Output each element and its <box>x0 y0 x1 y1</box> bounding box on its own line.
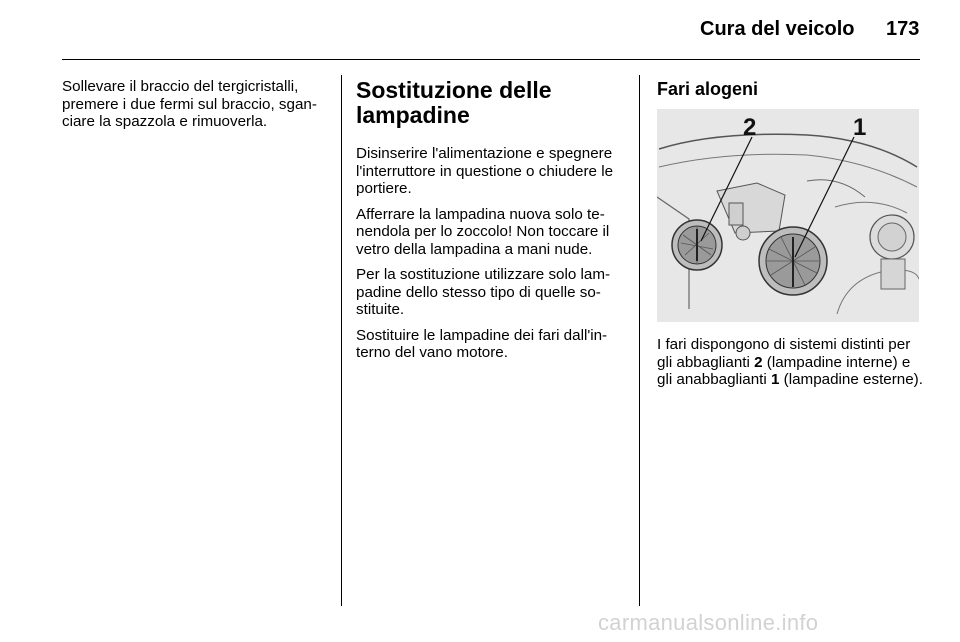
paragraph-handle-bulb: Afferrare la lampadina nuova solo tenendola per lo zoccolo! Non toccare il vetro della lampadina a mani nude. <box>356 205 610 258</box>
callout-label-2: 2 <box>743 114 757 141</box>
page-number: 173 <box>886 18 920 40</box>
halogen-bold-ref-1: 1 <box>771 371 780 388</box>
halogen-text-part-3: (lampadine esterne). <box>779 371 923 388</box>
halogen-description <box>657 336 925 389</box>
column-divider-right <box>639 75 640 606</box>
paragraph-same-type: Per la sostituzione utilizzare solo lampadine dello stesso tipo di quelle sostituite. <box>356 266 611 318</box>
column-1 <box>62 78 330 139</box>
callout-label-1: 1 <box>853 114 867 141</box>
paragraph-engine-compartment: Sostituire le lampadine dei fari dall'interno del vano motore. <box>356 326 608 361</box>
halogen-bold-ref-2: 2 <box>754 353 763 371</box>
column-divider-left <box>341 75 342 606</box>
paragraph-switch-off: Disinserire l'alimentazione e spegnere l'interruttore in questione o chiudere le portiere. <box>356 145 614 197</box>
headlamp-illustration <box>657 109 919 322</box>
section-heading-bulb-replacement: Sostituzione delle lampadine <box>356 77 552 128</box>
header-divider <box>62 59 920 60</box>
running-header-title: Cura del veicolo <box>700 18 855 40</box>
subsection-heading-halogen: Fari alogeni <box>657 79 759 99</box>
halogen-text-part-1: I fari dispongono di sistemi distinti per gli abbaglianti <box>657 336 911 371</box>
halogen-text-part-2: (lampadine interne) e gli anabbaglianti <box>657 353 911 388</box>
wiper-blade-paragraph: Sollevare il braccio del tergicristalli, premere i due fermi sul braccio, sganciare la spazzola e rimuoverla. <box>62 78 317 130</box>
column-3 <box>657 78 925 397</box>
watermark: carmanualsonline.info <box>598 610 819 635</box>
column-2 <box>356 78 624 370</box>
